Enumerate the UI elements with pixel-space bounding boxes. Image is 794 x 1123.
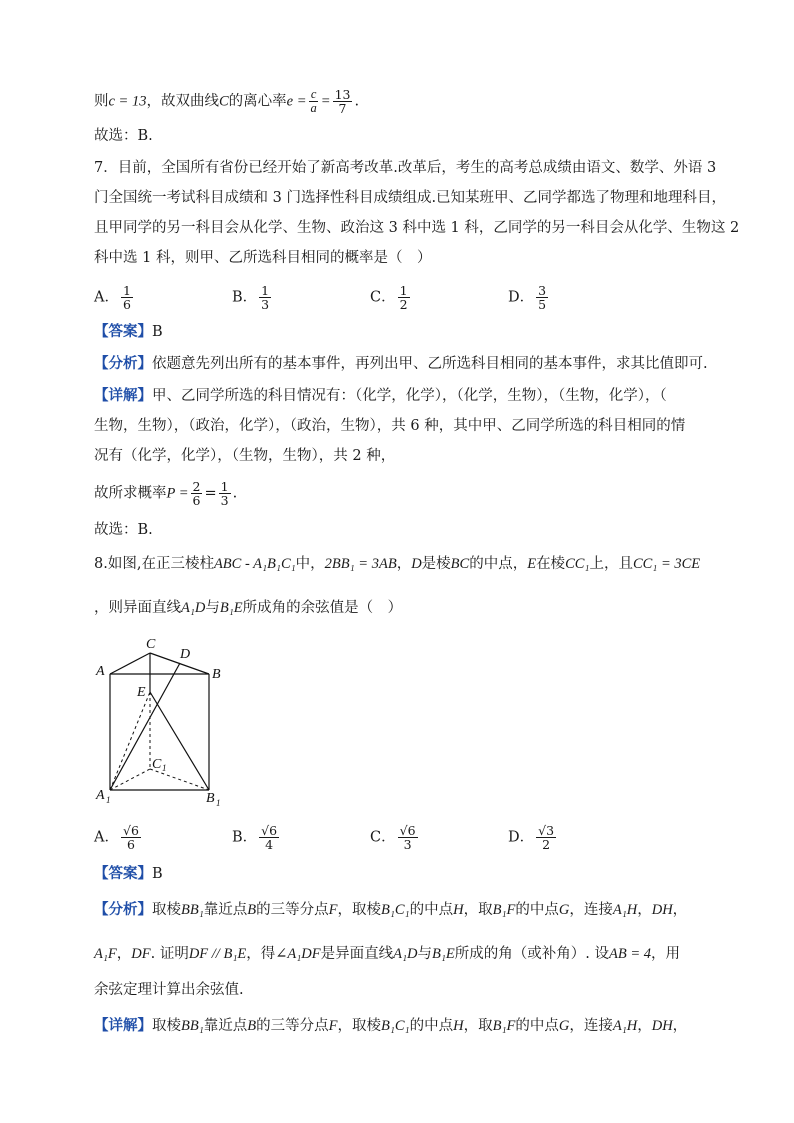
math-C: C [218,93,229,110]
prism-diagram [94,634,234,810]
fraction-13-over-7 [333,88,353,115]
label-A1-sub: 1 [106,795,111,805]
q7-option-d: D． $\frac{3}{5}$ [508,283,547,312]
q7-detail-line1 [94,386,714,406]
q7-choose: 故选：B. [94,522,153,538]
q8-detail-line1: 【详解】取棱BB₁靠近点B的三等分点F，取棱B₁C₁的中点H，取B₁F的中点G，连接A₁H，DH， [94,1018,688,1034]
label-B1-sub: 1 [216,798,221,808]
q8-option-a: A． $\frac{√6}{6}$ [94,823,139,852]
q6-eccentricity-line: 则c = 13，故双曲线C的离心率e = $\frac{c}{a}$ = $\frac{13}{7}$ . [94,87,360,116]
q8-option-c: C． $\frac{√6}{3}$ [370,823,416,852]
frac-den: 7 [338,101,347,116]
analysis-tag: 【分析】 [94,356,152,372]
q8-stem-line2: ，则异面直线A₁D与B₁E所成角的余弦值是（ ） [94,600,403,616]
q7-option-c: C． $\frac{1}{2}$ [370,283,408,312]
q8-option-b: B． $\frac{√6}{4}$ [232,823,278,852]
edge-AC [110,653,150,674]
label-B1: B [206,791,215,806]
line-A1E-hidden [110,692,150,790]
text: 的离心率 [228,93,287,110]
label-B: B [212,667,221,682]
detail-tag: 【详解】 [94,388,152,404]
label-D: D [180,647,191,662]
q7-stem-line1: 7．目前，全国所有省份已经开始了新高考改革.改革后，考生的高考总成绩由语文、数学、外语 3 [94,160,717,176]
q7-probability: 故所求概率P = $\frac{2}{6}$ = $\frac{1}{3}$ . [94,479,238,508]
prism-figure [94,634,234,810]
label-A1: A [96,788,105,803]
edge-C1B1-hidden [150,769,209,790]
label-E: E [137,685,146,700]
text: ，故双曲线 [146,93,219,110]
q7-stem-line3: 且甲同学的另一科目会从化学、生物、政治这 3 科中选 1 科，乙同学的另一科目会从化学、生物这 2 [94,220,740,236]
line-A1D [110,663,180,790]
q7-stem-line2: 门全国统一考试科目成绩和 3 门选择性科目成绩组成.已知某班甲、乙同学都选了物理和地理科目， [94,190,727,206]
q7-detail-line2: 生物，生物），（政治，化学），（政治，生物），共 6 种，其中甲、乙同学所选的科目相同的情 [94,418,686,434]
detail-text: 甲、乙同学所选的科目情况有：（化学，化学），（化学，生物），（生物，化学），（ [152,388,667,404]
q8-stem-line1: 8.如图,在正三棱柱ABC - A₁B₁C₁中，2BB₁ = 3AB，D是棱BC的中点，E在棱CC₁上，且CC₁ = 3CE [94,556,701,572]
label-C: C [146,637,156,652]
answer-tag: 【答案】 [94,324,152,340]
q8-analysis-line1: 【分析】取棱BB₁靠近点B的三等分点F，取棱B₁C₁的中点H，取B₁F的中点G，连接A₁H，DH， [94,902,688,918]
answer-tag: 【答案】 [94,866,152,882]
line-B1E [150,692,209,790]
q7-option-a: A． $\frac{1}{6}$ [94,283,131,312]
frac-num: c [310,87,317,101]
answer-value: B [152,324,163,340]
q7-analysis [94,354,714,374]
text: 则 [94,93,109,110]
q7-answer [94,322,714,342]
q6-answer: 故选：B. [94,128,153,144]
q7-detail-line3: 况有（化学，化学），（生物，生物），共 2 种， [94,448,396,464]
math-c-value: c = 13 [108,93,147,110]
frac-den: a [310,101,317,115]
label-C1: C [152,757,162,772]
analysis-text: 依题意先列出所有的基本事件，再列出甲、乙所选科目相同的基本事件，求其比值即可. [152,356,708,372]
label-C1-sub: 1 [162,763,167,773]
q8-option-d: D． $\frac{√3}{2}$ [508,823,555,852]
q7-stem-line4: 科中选 1 科，则甲、乙所选科目相同的概率是（ ） [94,250,432,266]
q8-analysis-line3: 余弦定理计算出余弦值. [94,982,244,998]
frac-num: 13 [334,87,351,102]
answer-value: B [152,866,163,882]
math-e: e = [286,93,307,110]
text: . [354,93,360,110]
q8-answer [94,864,714,884]
fraction-c-over-a [309,88,319,115]
q8-analysis-line2: A₁F，DF. 证明DF // B₁E，得∠A₁DF是异面直线A₁D与B₁E所成的角（或补角）. 设AB = 4，用 [94,946,680,962]
label-A: A [96,664,105,679]
q7-option-b: B． $\frac{1}{3}$ [232,283,270,312]
